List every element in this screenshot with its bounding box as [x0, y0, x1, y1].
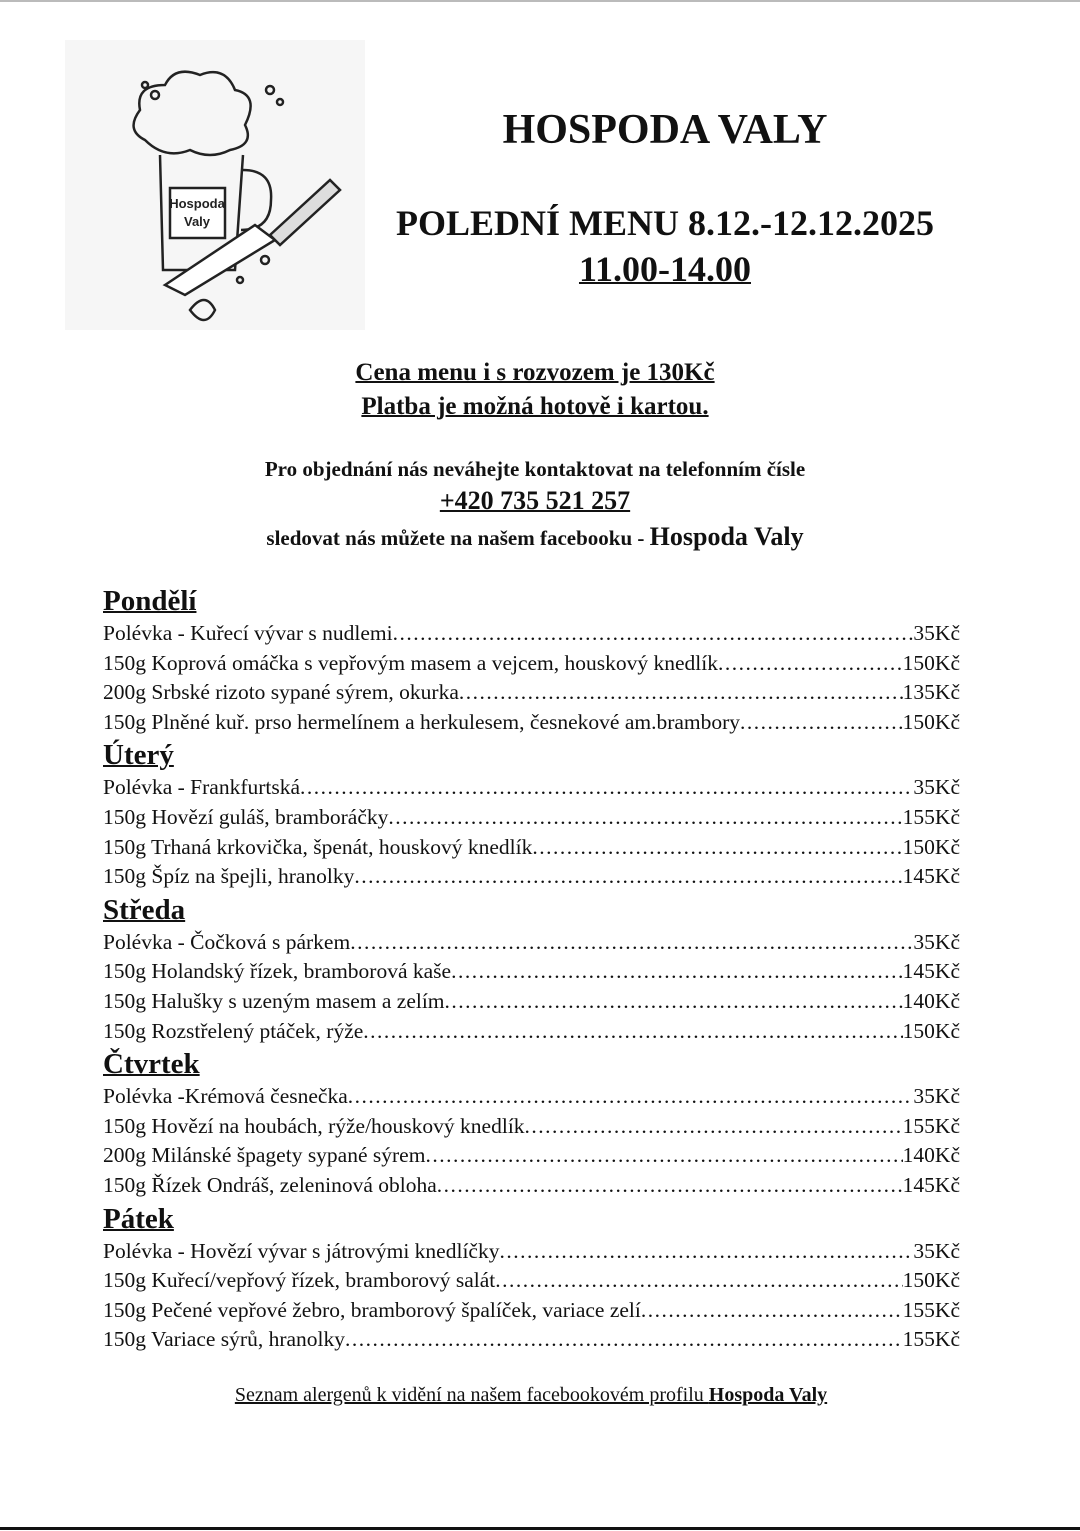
dish-price: 150Kč: [902, 709, 960, 734]
dot-leader: [393, 619, 914, 649]
dish-name: 150g Řízek Ondráš, zeleninová obloha: [103, 1172, 437, 1197]
dot-leader: [345, 1325, 903, 1355]
dish-price: 35Kč: [913, 1084, 960, 1109]
dish-name: Polévka - Frankfurtská: [103, 775, 301, 800]
facebook-name: Hospoda Valy: [649, 522, 804, 551]
day-section: [103, 892, 960, 1046]
menu-item: [103, 773, 960, 803]
dish-name: Polévka - Hovězí vývar s játrovými knedlíčky: [103, 1238, 500, 1263]
dot-leader: [354, 862, 902, 892]
dot-leader: [499, 1237, 913, 1267]
menu-item: [103, 833, 960, 863]
dot-leader: [740, 708, 903, 738]
logo-text: Hospoda: [169, 196, 225, 211]
menu-item: [103, 862, 960, 892]
dish-price: 135Kč: [902, 680, 960, 705]
day-heading: Středa: [103, 893, 186, 926]
menu-week-title: POLEDNÍ MENU 8.12.-12.12.2025: [396, 203, 934, 243]
menu-item: [103, 619, 960, 649]
dot-leader: [437, 1171, 903, 1201]
dish-name: 150g Hovězí na houbách, rýže/houskový knedlík: [103, 1113, 525, 1138]
dish-price: 145Kč: [902, 864, 960, 889]
allergen-profile-name: Hospoda Valy: [708, 1384, 828, 1406]
menu-item: [103, 649, 960, 679]
dot-leader: [459, 678, 903, 708]
dish-price: 35Kč: [913, 621, 960, 645]
weekly-menu: [103, 583, 960, 1355]
dish-price: 155Kč: [902, 804, 960, 829]
day-section: [103, 1046, 960, 1200]
menu-item: [103, 1082, 960, 1112]
dish-price: 140Kč: [902, 1143, 960, 1168]
dish-price: 150Kč: [902, 1268, 960, 1293]
day-heading: Pátek: [103, 1202, 174, 1235]
menu-item: [103, 1237, 960, 1267]
dish-name: 150g Trhaná krkovička, špenát, houskový knedlík: [103, 834, 533, 859]
dish-name: Polévka - Čočková s párkem: [103, 929, 351, 954]
dish-name: 150g Rozstřelený ptáček, rýže: [103, 1018, 364, 1043]
dot-leader: [300, 773, 913, 803]
menu-item: [103, 1112, 960, 1142]
menu-item: [103, 928, 960, 958]
menu-item: [103, 1325, 960, 1355]
dot-leader: [451, 957, 903, 987]
menu-item: [103, 1296, 960, 1326]
serving-hours: [360, 248, 970, 290]
day-heading: Čtvrtek: [103, 1048, 200, 1081]
dish-price: 140Kč: [902, 988, 960, 1013]
bottom-border: [0, 1527, 1080, 1530]
contact-line: Pro objednání nás neváhejte kontaktovat na telefonním čísle: [264, 457, 806, 481]
menu-item: [103, 1141, 960, 1171]
day-section: [103, 583, 960, 737]
dot-leader: [445, 987, 903, 1017]
dot-leader: [641, 1296, 903, 1326]
dish-price: 145Kč: [902, 1172, 960, 1197]
dish-price: 35Kč: [913, 1238, 960, 1263]
dish-price: 155Kč: [902, 1297, 960, 1322]
dish-name: Polévka -Krémová česnečka: [103, 1084, 348, 1109]
dot-leader: [525, 1112, 903, 1142]
day-section: [103, 1201, 960, 1355]
dish-name: 150g Variace sýrů, hranolky: [103, 1327, 346, 1352]
facebook-line: [0, 522, 1070, 552]
dish-price: 35Kč: [913, 775, 960, 800]
dish-price: 145Kč: [902, 959, 960, 984]
menu-item: [103, 987, 960, 1017]
serving-hours-text: 11.00-14.00: [578, 249, 751, 289]
logo: [65, 40, 365, 330]
allergen-text: Seznam alergenů k vidění na našem facebookovém profilu: [234, 1384, 709, 1406]
dish-name: 150g Kuřecí/vepřový řízek, bramborový salát: [103, 1268, 496, 1293]
dot-leader: [388, 803, 902, 833]
dish-name: 150g Špíz na špejli, hranolky: [103, 864, 355, 889]
beer-mug-knife-icon: [65, 40, 365, 330]
phone-number: [0, 486, 1070, 516]
dish-name: 150g Plněné kuř. prso hermelínem a herkulesem, česnekové am.brambory: [103, 709, 741, 734]
menu-item: [103, 803, 960, 833]
svg-text:Valy: Valy: [183, 214, 211, 229]
restaurant-title: HOSPODA VALY: [502, 107, 828, 153]
facebook-text: sledovat nás můžete na našem facebooku -: [266, 526, 650, 550]
dot-leader: [350, 928, 913, 958]
day-section: [103, 737, 960, 891]
day-heading: Pondělí: [103, 585, 197, 617]
day-heading: Úterý: [103, 739, 174, 772]
dish-price: 155Kč: [902, 1327, 960, 1352]
menu-item: [103, 708, 960, 738]
dot-leader: [495, 1266, 902, 1296]
dish-name: Polévka - Kuřecí vývar s nudlemi: [103, 621, 393, 645]
dot-leader: [348, 1082, 914, 1112]
dish-price: 155Kč: [902, 1113, 960, 1138]
dot-leader: [532, 833, 902, 863]
dot-leader: [718, 649, 903, 679]
payment-line: Platba je možná hotově i kartou.: [361, 393, 709, 420]
menu-item: [103, 1017, 960, 1047]
dot-leader: [363, 1017, 902, 1047]
dish-name: 150g Halušky s uzeným masem a zelím: [103, 988, 445, 1013]
allergen-note: [0, 1384, 1062, 1407]
top-border: [0, 0, 1080, 2]
menu-item: [103, 1266, 960, 1296]
dish-name: 200g Srbské rizoto sypané sýrem, okurka: [103, 680, 459, 705]
dish-name: 150g Koprová omáčka s vepřovým masem a vejcem, houskový knedlík: [103, 650, 718, 675]
price-info: [0, 356, 1070, 424]
dish-name: 150g Hovězí guláš, bramboráčky: [103, 804, 389, 829]
price-line: Cena menu i s rozvozem je 130Kč: [355, 359, 715, 386]
phone-link[interactable]: +420 735 521 257: [439, 486, 631, 515]
menu-item: [103, 678, 960, 708]
dish-price: 150Kč: [902, 1018, 960, 1043]
dot-leader: [425, 1141, 902, 1171]
dish-price: 150Kč: [902, 834, 960, 859]
dish-name: 150g Pečené vepřové žebro, bramborový špalíček, variace zelí: [103, 1297, 641, 1322]
dish-name: 200g Milánské špagety sypané sýrem: [103, 1143, 426, 1168]
dish-name: 150g Holandský řízek, bramborová kaše: [103, 959, 452, 984]
dish-price: 150Kč: [902, 650, 960, 675]
menu-item: [103, 1171, 960, 1201]
menu-item: [103, 957, 960, 987]
dish-price: 35Kč: [913, 929, 960, 954]
